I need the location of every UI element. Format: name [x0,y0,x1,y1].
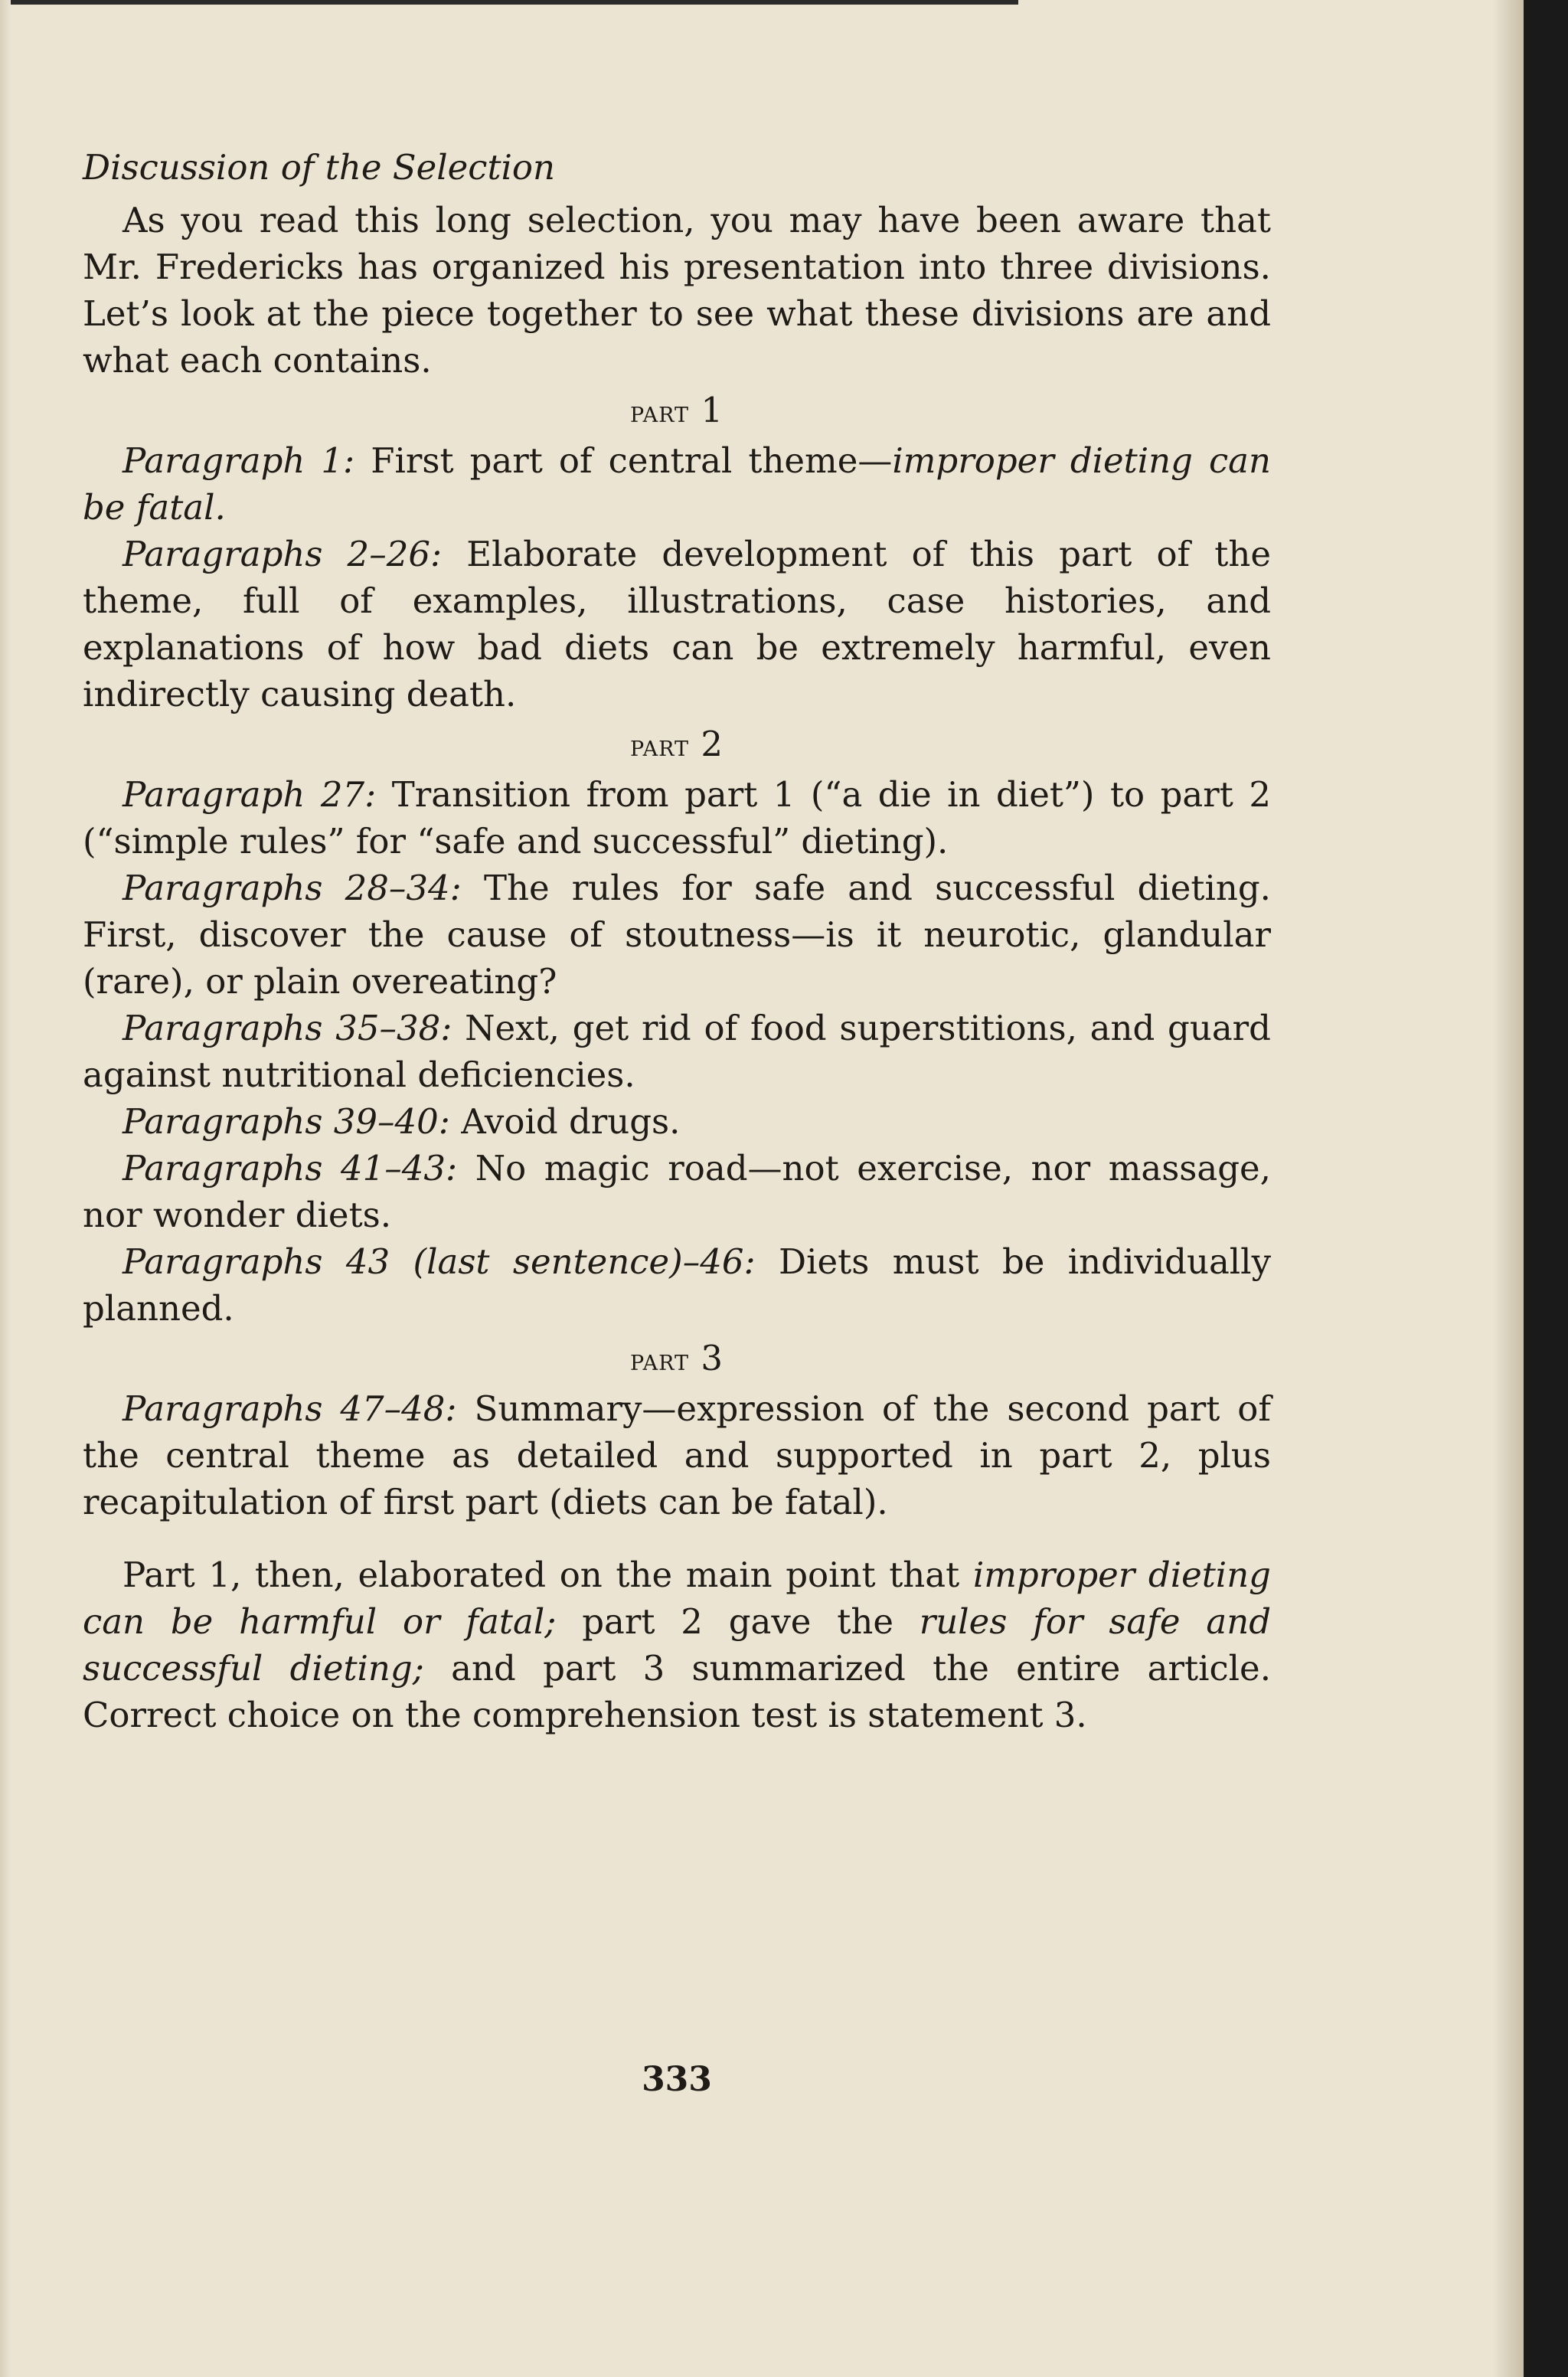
closing-emphasis: rules for safe and successful dieting; [83,1601,1271,1689]
page-content [83,144,1271,1738]
closing-text: part 2 gave the [556,1601,920,1642]
outline-item [83,1385,1271,1525]
paragraph-ref: Paragraphs 28–34: [122,868,462,908]
item-text: Next, get rid of food superstitions, and guard against nutritional deficiencies. [83,1008,1271,1095]
paragraph-ref: Paragraphs 43 ( [122,1241,427,1282]
item-emphasis: improper dieting can be fatal. [83,440,1271,528]
item-text: Summary—expression of the second part of the central theme as detailed and supported in part 2, plus recapitulation of first part (diets can be fatal). [83,1388,1271,1522]
paragraph-ref: Paragraphs 2–26: [122,534,443,574]
outline-item [83,771,1271,865]
item-text: No magic road—not exercise, nor massage, nor wonder diets. [83,1148,1271,1235]
part-label-number: 1 [701,390,724,430]
part-label-word: part [629,395,690,429]
part-label-word: part [629,729,690,763]
item-text: Avoid drugs. [449,1101,681,1142]
paragraph-ref: Paragraphs 39–40: [122,1101,450,1142]
intro-paragraph: As you read this long selection, you may have been aware that Mr. Fredericks has organized his presentation into three divisions. Let’s look at the piece together to see what these divisions are and what each contains. [83,200,1271,381]
page-number: 333 [642,2060,712,2099]
section-heading: Discussion of the Selection [83,147,555,188]
closing-emphasis: improper dieting can be harmful or fatal; [83,1555,1271,1642]
paragraph-ref: Paragraphs 41–43: [122,1148,458,1188]
outline-item [83,1238,1271,1332]
closing-paragraph [83,1551,1271,1738]
part-label-number: 3 [701,1338,724,1378]
item-text: Elaborate development of this part of the theme, full of examples, illustrations, case histories, and explanations of how bad diets can be extremely harmful, even indirectly causing death. [83,534,1272,714]
closing-text: and part 3 summarized the entire article. Correct choice on the comprehension test is statement 3. [83,1648,1271,1735]
paragraph-ref: Paragraph 1: [122,440,355,481]
page-binding-shadow [1493,0,1524,2377]
outline-item [83,1098,1271,1145]
paragraph-ref: Paragraphs 35–38: [122,1008,452,1048]
paragraph-ref: Paragraphs 47–48: [122,1388,457,1429]
outline-item [83,531,1271,718]
part-label [83,721,1271,770]
outline-item [83,437,1271,531]
item-text: The rules for safe and successful dieting. First, discover the cause of stoutness—is it neurotic, glandular (rare), or plain overeating? [83,868,1271,1002]
part-label [83,1335,1271,1384]
outline-item [83,1005,1271,1098]
paragraph-ref: Paragraph 27: [122,774,377,815]
outline-item [83,1145,1271,1238]
part-label-number: 2 [701,724,724,764]
item-text: Diets must be individually planned. [83,1241,1271,1329]
item-text: First part of central theme— [354,440,893,481]
outline-item [83,865,1271,1005]
paragraph-ref-end: )–46: [669,1241,756,1282]
part-label-word: part [629,1343,690,1377]
page-top-edge [0,0,1018,5]
closing-text: Part 1, then, elaborated on the main point that [122,1555,973,1595]
part-label [83,387,1271,436]
page-left-shadow [0,0,11,2377]
item-text: Transition from part 1 (“a die in diet”) to part 2 (“simple rules” for “safe and successful” dieting). [83,774,1271,862]
paragraph-ref-emphasis: last sentence [426,1241,670,1282]
